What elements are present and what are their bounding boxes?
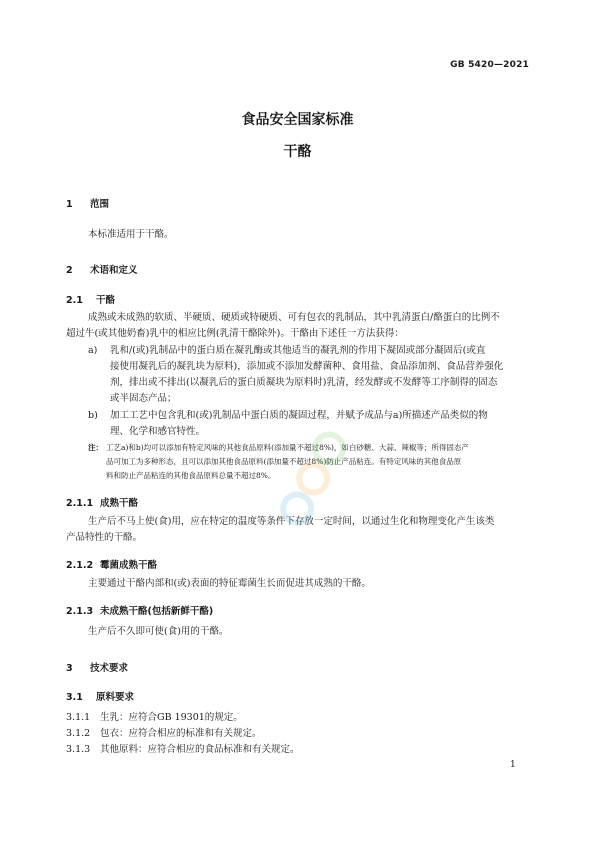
list-item-a-mark: a) (88, 345, 98, 356)
document-title: 食品安全国家标准 (241, 112, 354, 128)
definition-line-1: 成熟或未成熟的软质、半硬质、硬质或特硬质、可有包衣的乳制品，其中乳清蛋白/酪蛋白的比例不 (88, 312, 500, 323)
section-number: 2.1.3 (66, 606, 94, 617)
section-title: 霉菌成熟干酪 (100, 560, 158, 571)
section-title: 技术要求 (90, 663, 129, 674)
requirement-3-1-1 (66, 710, 243, 726)
definition-line-2: 超过牛(或其他奶畜)乳中的相应比例(乳清干酪除外)。干酪由下述任一方法获得： (66, 328, 404, 339)
section-1-text: 本标准适用于干酪。 (88, 229, 174, 240)
list-item-a-line-1: 乳和/(或)乳制品中的蛋白质在凝乳酶或其他适当的凝乳剂的作用下凝固或部分凝固后(或直 (110, 345, 486, 356)
requirement-text: 其他原料：应符合相应的食品标准和有关规定。 (100, 744, 300, 755)
page-number: 1 (510, 760, 516, 770)
section-2-heading (66, 262, 138, 276)
list-item-a-line-2: 接使用凝乳后的凝乳块为原料)，添加或不添加发酵菌种、食用盐、食品添加剂、食品营养强化 (110, 361, 504, 372)
note-line-2: 品可加工为多种形态，且可以添加其他食品原料(添加量不超过8%)防止产品粘连。有特定风味的其他食品原 (106, 457, 462, 466)
section-number: 3 (66, 663, 73, 674)
section-number: 1 (66, 199, 73, 210)
requirement-3-1-2 (66, 726, 262, 742)
section-2-1-3-heading (66, 603, 213, 617)
list-item-a-line-4: 或半固态产品； (110, 393, 177, 404)
section-title: 范围 (90, 199, 110, 210)
list-item-b-mark: b) (88, 410, 98, 421)
section-title: 原料要求 (96, 692, 135, 703)
section-number: 3.1 (66, 692, 83, 703)
section-title: 成熟干酪 (100, 498, 139, 509)
requirement-number: 3.1.3 (66, 744, 91, 755)
section-2-1-heading (66, 292, 115, 306)
list-item-a-line-3: 剂，排出或不排出(以凝乳后的蛋白质凝块为原料时)乳清，经发酵或不发酵等工序制得的固态 (110, 377, 498, 388)
section-number: 2.1.2 (66, 560, 94, 571)
requirement-number: 3.1.1 (66, 712, 91, 723)
section-2-1-1-heading (66, 495, 138, 509)
note-line-3: 料和防止产品粘连的其他食品原料总量不超过8%。 (106, 471, 276, 480)
section-title: 未成熟干酪(包括新鲜干酪) (100, 606, 214, 617)
note-label: 注： (88, 443, 103, 452)
paragraph-line-2: 产品特性的干酪。 (66, 532, 143, 543)
section-title: 干酪 (96, 295, 116, 306)
paragraph-line-1: 生产后不马上使(食)用，应在特定的温度等条件下存放一定时间，以通过生化和物理变化产生该类 (88, 516, 495, 527)
list-item-b-line-1: 加工工艺中包含乳和(或)乳制品中蛋白质的凝固过程，并赋予成品与a)所描述产品类似的物 (110, 410, 488, 421)
requirement-3-1-3 (66, 742, 300, 758)
standard-number: GB 5420—2021 (450, 60, 529, 70)
section-3-heading (66, 660, 128, 674)
section-number: 2.1 (66, 295, 83, 306)
section-number: 2.1.1 (66, 498, 94, 509)
document-subtitle: 干酪 (283, 144, 312, 160)
paragraph-text: 生产后不久即可使(食)用的干酪。 (88, 626, 229, 637)
requirement-number: 3.1.2 (66, 728, 91, 739)
note-line-1: 工艺a)和b)均可以添加有特定风味的其他食品原料(添加量不超过8%)，如白砂糖、大蒜、辣椒等；所得固态产 (106, 443, 469, 452)
section-number: 2 (66, 265, 73, 276)
list-item-b-line-2: 理、化学和感官特性。 (110, 426, 206, 437)
section-3-1-heading (66, 689, 134, 703)
paragraph-text: 主要通过干酪内部和(或)表面的特征霉菌生长而促进其成熟的干酪。 (88, 578, 371, 589)
section-title: 术语和定义 (90, 265, 138, 276)
requirement-text: 生乳：应符合GB 19301的规定。 (100, 712, 243, 723)
requirement-text: 包衣：应符合相应的标准和有关规定。 (100, 728, 262, 739)
section-1-heading (66, 196, 109, 210)
section-2-1-2-heading (66, 557, 157, 571)
